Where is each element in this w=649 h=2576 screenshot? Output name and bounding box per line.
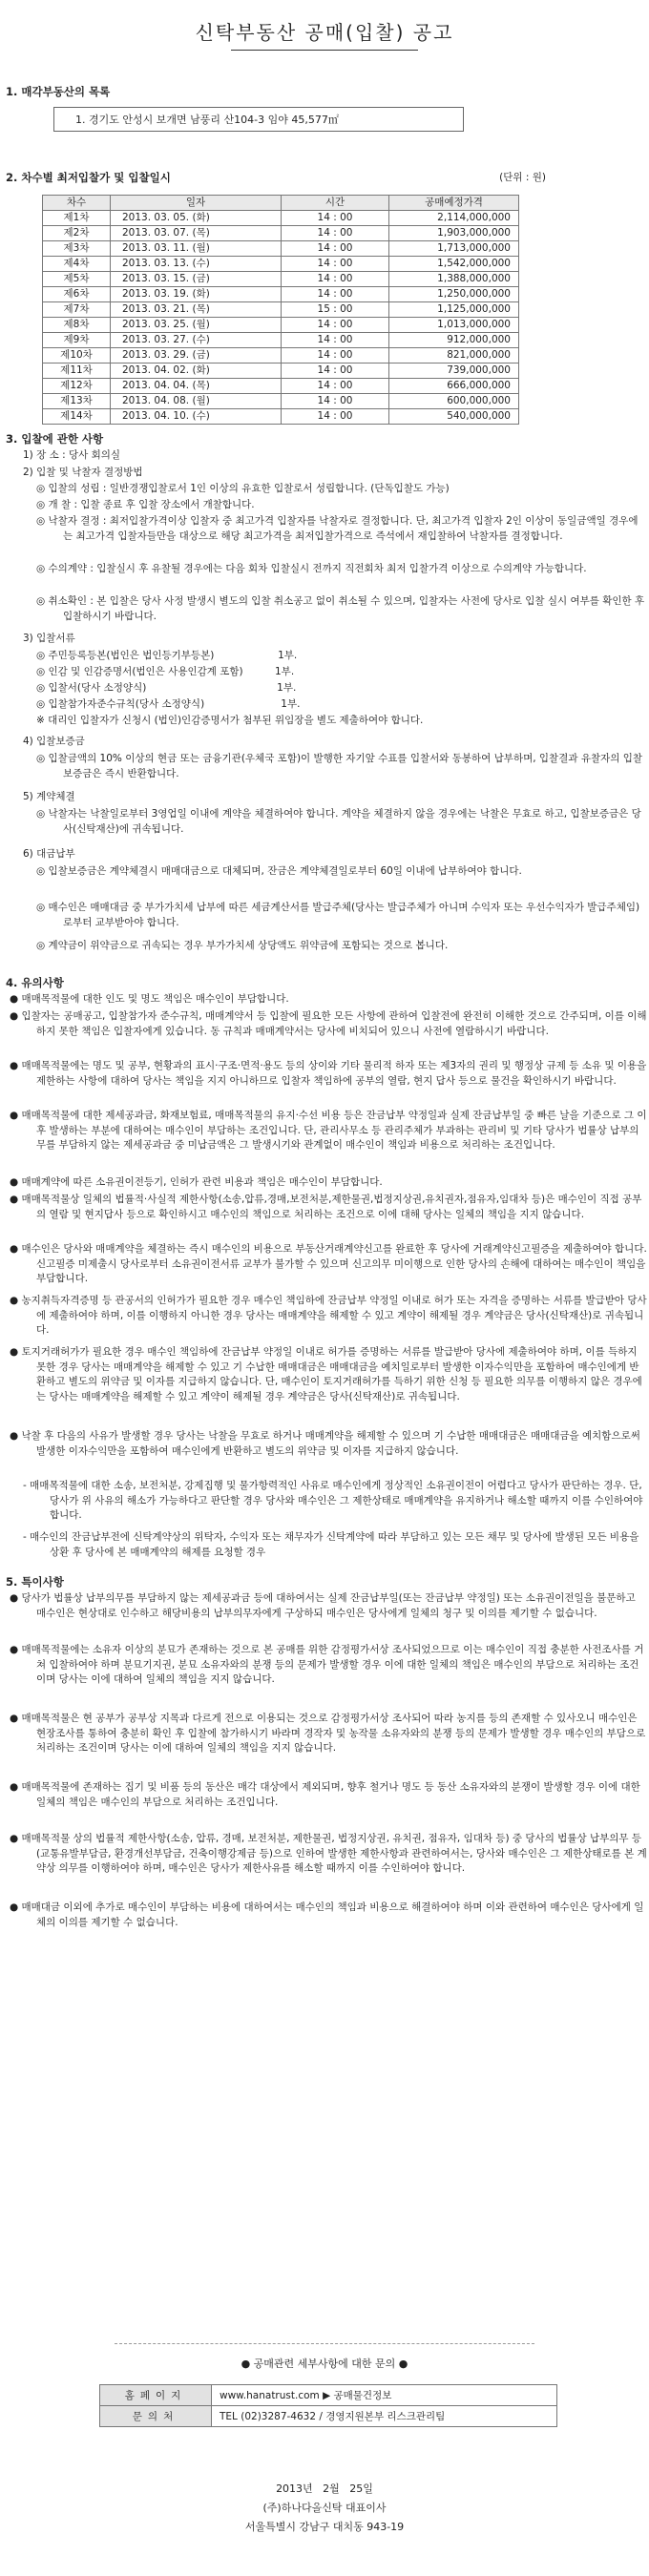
schedule-row	[43, 348, 519, 364]
round-cell: 제9차	[43, 333, 111, 348]
property-item: 1. 경기도 안성시 보개면 남풍리 산104-3 임야 45,577㎡	[75, 114, 339, 126]
s3-docs-heading: 3) 입찰서류	[23, 633, 75, 644]
date-cell: 2013. 03. 19. (화)	[111, 287, 282, 302]
price-cell: 1,388,000,000	[389, 272, 519, 287]
price-cell: 666,000,000	[389, 379, 519, 394]
s3-deposit: ◎ 입찰금액의 10% 이상의 현금 또는 금융기관(우체국 포함)이 발행한 자기앞 수표를 입찰서와 동봉하여 납부하며, 입찰결과 유찰자의 입찰보증금은 즉시 반환합니다.	[36, 753, 643, 779]
date-cell: 2013. 04. 02. (화)	[111, 364, 282, 379]
header-price: 공매예정가격	[389, 196, 519, 211]
schedule-row	[43, 302, 519, 318]
homepage-link[interactable]: www.hanatrust.com ▶ 공매물건정보	[212, 2385, 557, 2406]
round-cell: 제1차	[43, 211, 111, 226]
section3-heading: 3. 입찰에 관한 사항	[6, 432, 104, 446]
schedule-table	[42, 195, 519, 425]
time-cell: 14 : 00	[282, 394, 389, 409]
s5-p05: ● 매매목적물 상의 법률적 제한사항(소송, 압류, 경매, 보전처분, 제한물권, 법정지상권, 유치권, 점유자, 임대차 등) 중 당사의 법률상 납부의무 등(교통유발부담금, 환경개선부담금, 건축이행강제금 등)으로 인하여 발생한 제한사항과 관련하여서는, 당사와 매수인은 그 제한상태로를 본 계약상 의무를 이행하여야 하며, 매수인은 당사가 제한사유를 해소할 때까지 이를 수인하여야 합니다.	[10, 1833, 647, 1874]
s3-formation: ◎ 입찰의 성립 : 일반경쟁입찰로서 1인 이상의 유효한 입찰로서 성립합니다. (단독입찰도 가능)	[36, 483, 450, 494]
date-cell: 2013. 03. 27. (수)	[111, 333, 282, 348]
price-cell: 912,000,000	[389, 333, 519, 348]
price-cell: 1,903,000,000	[389, 226, 519, 241]
s4-p12: - 매수인의 잔금납부전에 신탁계약상의 위탁자, 수익자 또는 채무자가 신탁계약에 따라 부담하고 있는 모든 채무 및 당사에 발생된 모든 비용을 상환 후 당사에 본 매매계약의 해제를 요청할 경우	[23, 1531, 639, 1558]
time-cell: 15 : 00	[282, 302, 389, 318]
s3-deposit-heading: 4) 입찰보증금	[23, 736, 85, 747]
price-cell: 1,013,000,000	[389, 318, 519, 333]
s4-p11: - 매매목적물에 대한 소송, 보전처분, 강제집행 및 물가항력적인 사유로 매수인에게 정상적인 소유권이전이 어렵다고 당사가 판단하는 경우. 단, 당사가 위 사유의 해소가 가능하다고 판단할 경우 당사와 매수인은 그 제한상태로 매매계약을 유지하거나 해소할 때까지 이를 수인하여야 합니다.	[23, 1480, 643, 1521]
round-cell: 제10차	[43, 348, 111, 364]
round-cell: 제2차	[43, 226, 111, 241]
s4-p07: ● 매수인은 당사와 매매계약을 체결하는 즉시 매수인의 비용으로 부동산거래계약신고를 완료한 후 당사에 거래계약신고필증을 제출하여야 합니다. 신고필증 미제출시 당사로부터 소유권이전서류 교부가 불가할 수 있으며 신고의무 미이행으로 인한 당사의 손해에 대하여는 매수인이 책임을 부담합니다.	[10, 1243, 647, 1284]
company-address: 서울특별시 강남구 대치동 943-19	[244, 2521, 405, 2533]
s3-winner: ◎ 낙찰자 결정 : 최저입찰가격이상 입찰자 중 최고가격 입찰자를 낙찰자로 결정합니다. 단, 최고가격 입찰자 2인 이상이 동일금액일 경우에는 최고가격 입찰자들만을 대상으로 해당 최고가격을 최저입찰가격으로 즉석에서 재입찰하여 낙찰자를 결정합니다.	[36, 515, 639, 542]
s5-p01: ● 당사가 법률상 납부의무를 부담하지 않는 제세공과금 등에 대하여서는 실제 잔금납부일(또는 잔금납부 약정일) 또는 소유권이전일을 불문하고 매수인은 현상대로 인수하고 해당비용의 납부의무자에게 구상하되 매수인은 당사에게 일체의 청구 및 이의를 제기할 수 없습니다.	[10, 1592, 636, 1619]
homepage-label: 홈페이지	[100, 2385, 212, 2406]
section2-heading: 2. 차수별 최저입찰가 및 입찰일시	[6, 171, 171, 184]
schedule-row	[43, 364, 519, 379]
s3-doc-4: ◎ 입찰참가자준수규칙(당사 소정양식) 1부.	[36, 698, 301, 710]
time-cell: 14 : 00	[282, 257, 389, 272]
s5-p03: ● 매매목적물은 현 공부가 공부상 지목과 다르게 전으로 이용되는 것으로 감정평가서상 조사되어 따라 농지를 등의 존재할 수 있사오니 매수인은 현장조사를 통하여 충분히 확인 후 입찰에 참가하시기 바라며 경작자 및 농작물 소유자와의 분쟁 등의 문제가 발생할 경우 매수인의 부담으로 처리하는 조건이며 당사는 이에 대하여 일체의 책임을 지지 않습니다.	[10, 1713, 646, 1754]
s4-p06: ● 매매목적물상 일체의 법률적·사실적 제한사항(소송,압류,경매,보전처분,제한물권,법정지상권,유치권자,점유자,임대차 등)은 매수인이 직접 공부의 열람 및 현지답사 등으로 확인하시고 매수인의 책임으로 처리하는 조건으로 이에 대해 당사는 일체의 책임을 지지 않습니다.	[10, 1194, 642, 1220]
schedule-row	[43, 257, 519, 272]
s4-p01: ● 매매목적물에 대한 인도 및 명도 책임은 매수인이 부담합니다.	[10, 993, 289, 1005]
date-cell: 2013. 03. 05. (화)	[111, 211, 282, 226]
time-cell: 14 : 00	[282, 318, 389, 333]
s4-p03: ● 매매목적물에는 명도 및 공부, 현황과의 표시·구조·면적·용도 등의 상이와 기타 물리적 하자 또는 제3자의 권리 및 행정상 규제 등 소유 및 이용을 제한하는 사항에 대하여 당사는 책임을 지지 아니하므로 입찰자 책임하에 공부의 열람, 현지 답사 등으로 물건을 확인하시기 바랍니다.	[10, 1060, 647, 1087]
s3-doc-note: ※ 대리인 입찰자가 신청시 (법인)인감증명서가 첨부된 위임장을 별도 제출하여야 합니다.	[36, 715, 424, 726]
price-cell: 540,000,000	[389, 409, 519, 425]
schedule-row	[43, 287, 519, 302]
schedule-row	[43, 333, 519, 348]
date-cell: 2013. 04. 10. (수)	[111, 409, 282, 425]
schedule-row	[43, 226, 519, 241]
s3-payment-heading: 6) 대금납부	[23, 848, 75, 860]
date-cell: 2013. 04. 08. (월)	[111, 394, 282, 409]
s4-p02: ● 입찰자는 공매공고, 입찰참가자 준수규칙, 매매계약서 등 입찰에 필요한 모든 사항에 관하여 입찰전에 완전히 이해한 것으로 간주되며, 이를 이해하지 못한 책임은 입찰자에게 있습니다. 동 규칙과 매매계약서는 당사에 비치되어 있으니 사전에 열람하시기 바랍니다.	[10, 1010, 647, 1037]
schedule-row	[43, 409, 519, 425]
s3-doc-3: ◎ 입찰서(당사 소정양식) 1부.	[36, 682, 297, 694]
inquiry-notice: ● 공매관련 세부사항에 대한 문의 ●	[241, 2358, 408, 2370]
date-cell: 2013. 03. 11. (월)	[111, 241, 282, 257]
property-list-box	[53, 107, 464, 132]
round-cell: 제14차	[43, 409, 111, 425]
date-cell: 2013. 03. 25. (월)	[111, 318, 282, 333]
date-cell: 2013. 03. 07. (목)	[111, 226, 282, 241]
price-cell: 600,000,000	[389, 394, 519, 409]
price-cell: 1,125,000,000	[389, 302, 519, 318]
s4-p04: ● 매매목적물에 대한 제세공과금, 화재보험료, 매매목적물의 유지·수선 비용 등은 잔금납부 약정일과 실제 잔금납부일 중 빠른 날을 기준으로 그 이후 발생하는 부분에 대하여는 매수인이 부담하는 조건입니다. 단, 관리사무소 등 관리주체가 부과하는 관리비 및 기타 당사가 법률상 납부의무를 부담하지 않는 제세공과금 중 미납금액은 그 발생시기와 관계없이 매수인이 책임과 비용으로 처리하는 조건입니다.	[10, 1110, 647, 1151]
schedule-row	[43, 241, 519, 257]
s4-p08: ● 농지취득자격증명 등 관공서의 인허가가 필요한 경우 매수인 책임하에 잔금납부 약정일 이내로 허가 또는 자격을 증명하는 서류를 발급받아 당사에 제출하여야 하며, 이를 이행하지 아니한 경우 당사는 매매계약을 해제할 수 있고 계약이 해제될 경우 계약금은 당사(신탁재산)로 귀속됩니다.	[10, 1295, 647, 1336]
section5-heading: 5. 특이사항	[6, 1575, 64, 1589]
divider-line	[115, 2343, 534, 2344]
time-cell: 14 : 00	[282, 272, 389, 287]
s3-contract-heading: 5) 계약체결	[23, 791, 75, 802]
schedule-row	[43, 379, 519, 394]
time-cell: 14 : 00	[282, 348, 389, 364]
header-date: 일자	[111, 196, 282, 211]
time-cell: 14 : 00	[282, 241, 389, 257]
schedule-body	[43, 211, 519, 425]
price-cell: 821,000,000	[389, 348, 519, 364]
date-cell: 2013. 03. 13. (수)	[111, 257, 282, 272]
schedule-row	[43, 394, 519, 409]
s3-private-contract: ◎ 수의계약 : 입찰실시 후 유찰될 경우에는 다음 회차 입찰실시 전까지 직전회차 최저 입찰가격 이상으로 수의계약 가능합니다.	[36, 563, 587, 574]
s3-doc-1: ◎ 주민등록등본(법인은 법인등기부등본) 1부.	[36, 650, 298, 661]
round-cell: 제4차	[43, 257, 111, 272]
unit-label: (단위 : 원)	[499, 172, 546, 183]
s3-method-heading: 2) 입찰 및 낙찰자 결정방법	[23, 467, 143, 478]
price-cell: 1,250,000,000	[389, 287, 519, 302]
s5-p06: ● 매매대금 이외에 추가로 매수인이 부담하는 비용에 대하여서는 매수인의 책임과 비용으로 해결하여야 하며 이와 관련하여 매수인은 당사에게 일체의 이의를 제기할 수 없습니다.	[10, 1901, 644, 1928]
date-cell: 2013. 03. 29. (금)	[111, 348, 282, 364]
date-cell: 2013. 03. 15. (금)	[111, 272, 282, 287]
contact-row-homepage	[100, 2385, 557, 2406]
inquiry-label: 문의처	[100, 2406, 212, 2427]
header-time: 시간	[282, 196, 389, 211]
s3-cancel-check: ◎ 취소확인 : 본 입찰은 당사 사정 발생시 별도의 입찰 취소공고 없이 취소될 수 있으며, 입찰자는 사전에 당사로 입찰 실시 여부를 확인한 후 입찰하시기 바랍니다.	[36, 595, 645, 622]
round-cell: 제11차	[43, 364, 111, 379]
s4-p05: ● 매매계약에 따른 소유권이전등기, 인허가 관련 비용과 책임은 매수인이 부담합니다.	[10, 1176, 383, 1188]
s3-contract: ◎ 낙찰자는 낙찰일로부터 3영업일 이내에 계약을 체결하여야 합니다. 계약을 체결하지 않을 경우에는 낙찰은 무효로 하고, 입찰보증금은 당사(신탁재산)에 귀속됩니다.	[36, 808, 641, 835]
page-title: 신탁부동산 공매(입찰) 공고	[195, 21, 454, 44]
s3-place: 1) 장 소 : 당사 회의실	[23, 449, 121, 461]
s3-opening: ◎ 개 찰 : 입찰 종료 후 입찰 장소에서 개찰합니다.	[36, 499, 255, 510]
s5-p02: ● 매매목적물에는 소유자 이상의 분묘가 존재하는 것으로 본 공매를 위한 감정평가서상 조사되었으므로 이는 매수인이 직접 충분한 사전조사를 거쳐 입찰하여야 하며 분묘기지권, 분묘 소유자와의 분쟁 등의 문제가 발생할 경우 이에 대한 일체의 책임은 매수인의 부담으로 처리하는 조건이며 당사는 이에 대하여 일체의 책임을 지지 않습니다.	[10, 1644, 644, 1685]
title-underline	[231, 50, 418, 51]
s3-payment-3: ◎ 계약금이 위약금으로 귀속되는 경우 부가가치세 상당액도 위약금에 포함되는 것으로 봅니다.	[36, 940, 449, 951]
round-cell: 제7차	[43, 302, 111, 318]
date-cell: 2013. 04. 04. (목)	[111, 379, 282, 394]
time-cell: 14 : 00	[282, 379, 389, 394]
price-cell: 2,114,000,000	[389, 211, 519, 226]
time-cell: 14 : 00	[282, 364, 389, 379]
round-cell: 제5차	[43, 272, 111, 287]
price-cell: 1,542,000,000	[389, 257, 519, 272]
price-cell: 739,000,000	[389, 364, 519, 379]
schedule-row	[43, 318, 519, 333]
round-cell: 제6차	[43, 287, 111, 302]
s5-p04: ● 매매목적물에 존재하는 집기 및 비품 등의 동산은 매각 대상에서 제외되며, 향후 철거나 명도 등 동산 소유자와의 분쟁이 발생할 경우 이에 대한 일체의 책임은 매수인의 부담으로 처리하는 조건입니다.	[10, 1781, 640, 1808]
time-cell: 14 : 00	[282, 226, 389, 241]
schedule-row	[43, 211, 519, 226]
s3-payment-1: ◎ 입찰보증금은 계약체결시 매매대금으로 대체되며, 잔금은 계약체결일로부터 60일 이내에 납부하여야 합니다.	[36, 865, 522, 877]
date-cell: 2013. 03. 21. (목)	[111, 302, 282, 318]
time-cell: 14 : 00	[282, 409, 389, 425]
time-cell: 14 : 00	[282, 211, 389, 226]
round-cell: 제12차	[43, 379, 111, 394]
round-cell: 제8차	[43, 318, 111, 333]
time-cell: 14 : 00	[282, 287, 389, 302]
round-cell: 제13차	[43, 394, 111, 409]
contact-row-inquiry	[100, 2406, 557, 2427]
s3-doc-2: ◎ 인감 및 인감증명서(법인은 사용인감계 포함) 1부.	[36, 666, 295, 677]
announcement-date: 2013년 2월 25일	[276, 2483, 373, 2495]
time-cell: 14 : 00	[282, 333, 389, 348]
inquiry-value: TEL (02)3287-4632 / 경영지원본부 리스크관리팀	[212, 2406, 557, 2427]
schedule-row	[43, 272, 519, 287]
contact-table	[99, 2384, 557, 2427]
round-cell: 제3차	[43, 241, 111, 257]
schedule-header-row	[43, 196, 519, 211]
section4-heading: 4. 유의사항	[6, 976, 64, 989]
s4-p10: ● 낙찰 후 다음의 사유가 발생할 경우 당사는 낙찰을 무효로 하거나 매매계약을 해제할 수 있으며 기 수납한 매매대금은 매매대금을 예치함으로써 발생한 이자수익만을 포함하여 매수인에게 반환하고 별도의 위약금 및 이자를 지급하지 않습니다.	[10, 1430, 640, 1457]
company-name: (주)하나다올신탁 대표이사	[262, 2502, 387, 2514]
price-cell: 1,713,000,000	[389, 241, 519, 257]
s4-p09: ● 토지거래허가가 필요한 경우 매수인 책임하에 잔금납부 약정일 이내로 허가를 증명하는 서류를 발급받아 당사에 제출하여야 하며, 이를 득하지 못한 경우 당사는 매매계약을 해제할 수 있고 기 수납한 매매대금은 매매대금을 예치일로부터 발생한 이자수익만을 포함하여 매수인에게 반환하고 별도의 위약금 및 이자를 지급하지 않습니다. 단, 매수인이 토지거래허가를 득하기 위한 신청 등 필요한 의무를 이행하지 않은 경우에는 당사는 매매계약을 해제할 수 있고 계약이 해제될 경우 계약금은 당사(신탁재산)로 귀속됩니다.	[10, 1346, 642, 1402]
header-round: 차수	[43, 196, 111, 211]
s3-payment-2: ◎ 매수인은 매매대금 중 부가가치세 납부에 따른 세금계산서를 발급주체(당사는 발급주체가 아니며 수익자 또는 우선수익자가 발급주체임)로부터 교부받아야 합니다.	[36, 902, 640, 928]
section1-heading: 1. 매각부동산의 목록	[6, 85, 111, 98]
